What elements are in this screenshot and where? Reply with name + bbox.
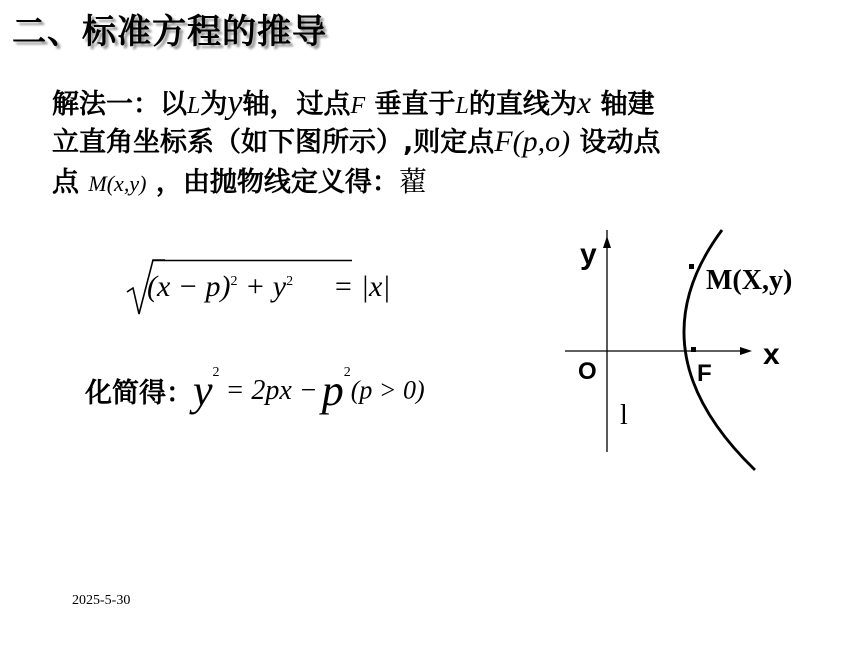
exponent: 2 (343, 365, 351, 380)
footer-date: 2025-5-30 (72, 593, 131, 608)
text: ，由抛物线定义得： (155, 167, 399, 198)
paragraph-line-1 (52, 82, 655, 122)
focus-label: F (697, 360, 712, 387)
sqrt-bar (152, 259, 362, 269)
text: 立直角坐标系（如下图所示）,则定点 (52, 127, 495, 158)
text: 的直线为 (468, 89, 577, 120)
directrix-label: l (620, 400, 628, 431)
focus-marker (691, 347, 696, 352)
origin-label: O (578, 358, 597, 385)
math-y: y (193, 366, 213, 415)
text: 解法一：以 (52, 89, 187, 120)
exponent: 2 (230, 274, 238, 289)
math-M-point: M(x,y) (88, 171, 147, 196)
math-L: L (455, 93, 469, 119)
text: 轴，过点 (242, 89, 351, 120)
y-axis-label: y (580, 238, 597, 271)
x-axis-arrow-icon (740, 347, 752, 355)
radicand: (x − p) (147, 270, 231, 303)
distance-equation (125, 252, 405, 322)
stray-glyph: 藋 (398, 167, 427, 198)
plus-y-term: + y (245, 270, 287, 303)
math-L: L (187, 93, 201, 119)
math-F-point: F(p,o) (494, 125, 571, 158)
exponent: 2 (286, 274, 294, 289)
math-y: y (227, 84, 243, 121)
paragraph-line-3 (52, 160, 427, 200)
sqrt-content (147, 270, 293, 304)
text: 垂直于 (374, 89, 456, 120)
equation-rhs: = |x| (333, 270, 391, 303)
text: 为 (200, 89, 228, 120)
slide-title: 二、标准方程的推导 (12, 12, 327, 52)
y-axis-arrow-icon (603, 236, 611, 248)
math-F: F (350, 93, 366, 119)
simplify-label: 化简得： (85, 378, 193, 409)
x-axis-label: x (763, 338, 780, 371)
simplified-equation (85, 365, 425, 425)
condition: (p > 0) (350, 375, 425, 405)
point-M-label: M(X,y) (706, 265, 793, 296)
text: 设动点 (579, 127, 661, 158)
math-p: p (321, 366, 344, 415)
point-M-marker (689, 264, 694, 269)
middle-term: = 2px − (225, 374, 318, 406)
text: 点 (52, 167, 79, 198)
text: 轴建 (600, 89, 655, 120)
paragraph-line-2 (52, 120, 660, 159)
exponent: 2 (212, 365, 220, 380)
math-x: x (576, 84, 592, 120)
